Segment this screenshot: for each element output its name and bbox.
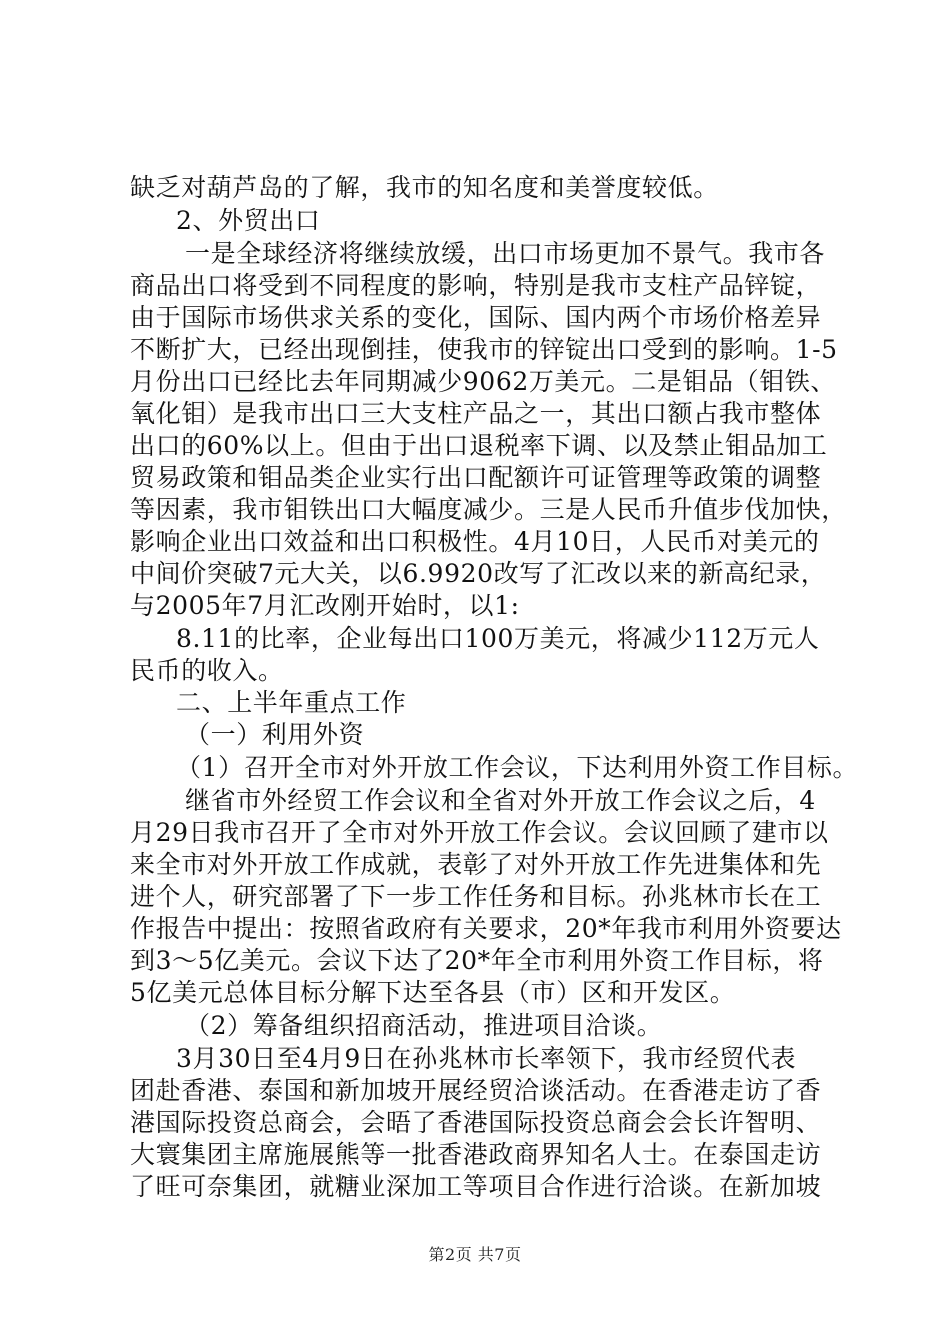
paragraph-line: 作报告中提出：按照省政府有关要求，20*年我市利用外资要达	[130, 914, 842, 943]
paragraph-line: 继省市外经贸工作会议和全省对外开放工作会议之后，4	[185, 786, 816, 815]
paragraph-line: （2）筹备组织招商活动，推进项目洽谈。	[185, 1011, 663, 1040]
paragraph-line: 到3～5亿美元。会议下达了20*年全市利用外资工作目标，将	[130, 946, 824, 975]
paragraph-line: 缺乏对葫芦岛的了解，我市的知名度和美誉度较低。	[130, 173, 719, 202]
paragraph-line: 等因素，我市钼铁出口大幅度减少。三是人民币升值步伐加快，	[130, 495, 847, 524]
paragraph-line: 团赴香港、泰国和新加坡开展经贸洽谈活动。在香港走访了香	[130, 1076, 822, 1105]
paragraph-line: 二、上半年重点工作	[176, 688, 407, 717]
page-footer: 第2页 共7页	[428, 1245, 522, 1264]
paragraph-line: 不断扩大，已经出现倒挂，使我市的锌锭出口受到的影响。1-5	[130, 335, 838, 364]
paragraph-line: （1）召开全市对外开放工作会议，下达利用外资工作目标。	[176, 753, 859, 782]
paragraph-line: 8.11的比率，企业每出口100万美元，将减少112万元人	[176, 624, 820, 653]
paragraph-line: 氧化钼）是我市出口三大支柱产品之一，其出口额占我市整体	[130, 399, 822, 428]
paragraph-line: 月份出口已经比去年同期减少9062万美元。二是钼品（钼铁、	[130, 367, 837, 396]
paragraph-line: 与2005年7月汇改刚开始时，以1:	[130, 591, 520, 620]
paragraph-line: 贸易政策和钼品类企业实行出口配额许可证管理等政策的调整	[130, 463, 822, 492]
paragraph-line: 来全市对外开放工作成就，表彰了对外开放工作先进集体和先	[130, 850, 822, 879]
paragraph-line: 5亿美元总体目标分解下达至各县（市）区和开发区。	[130, 978, 736, 1007]
paragraph-line: 大寰集团主席施展熊等一批香港政商界知名人士。在泰国走访	[130, 1140, 822, 1169]
paragraph-line: 3月30日至4月9日在孙兆林市长率领下，我市经贸代表	[176, 1044, 797, 1073]
paragraph-line: 2、外贸出口	[176, 206, 321, 235]
paragraph-line: 影响企业出口效益和出口积极性。4月10日，人民币对美元的	[130, 527, 820, 556]
paragraph-line: 了旺可奈集团，就糖业深加工等项目合作进行洽谈。在新加坡	[130, 1172, 822, 1201]
paragraph-line: 中间价突破7元大关，以6.9920改写了汇改以来的新高纪录，	[130, 559, 827, 588]
paragraph-line: 进个人，研究部署了下一步工作任务和目标。孙兆林市长在工	[130, 882, 822, 911]
paragraph-line: 商品出口将受到不同程度的影响，特别是我市支柱产品锌锭，	[130, 271, 822, 300]
paragraph-line: 由于国际市场供求关系的变化，国际、国内两个市场价格差异	[130, 303, 822, 332]
paragraph-line: 月29日我市召开了全市对外开放工作会议。会议回顾了建市以	[130, 818, 829, 847]
paragraph-line: 出口的60%以上。但由于出口退税率下调、以及禁止钼品加工	[130, 431, 828, 460]
paragraph-line: 民币的收入。	[130, 656, 284, 685]
paragraph-line: 一是全球经济将继续放缓，出口市场更加不景气。我市各	[185, 239, 826, 268]
paragraph-line: 港国际投资总商会，会晤了香港国际投资总商会会长许智明、	[130, 1108, 822, 1137]
paragraph-line: （一）利用外资	[185, 720, 365, 749]
